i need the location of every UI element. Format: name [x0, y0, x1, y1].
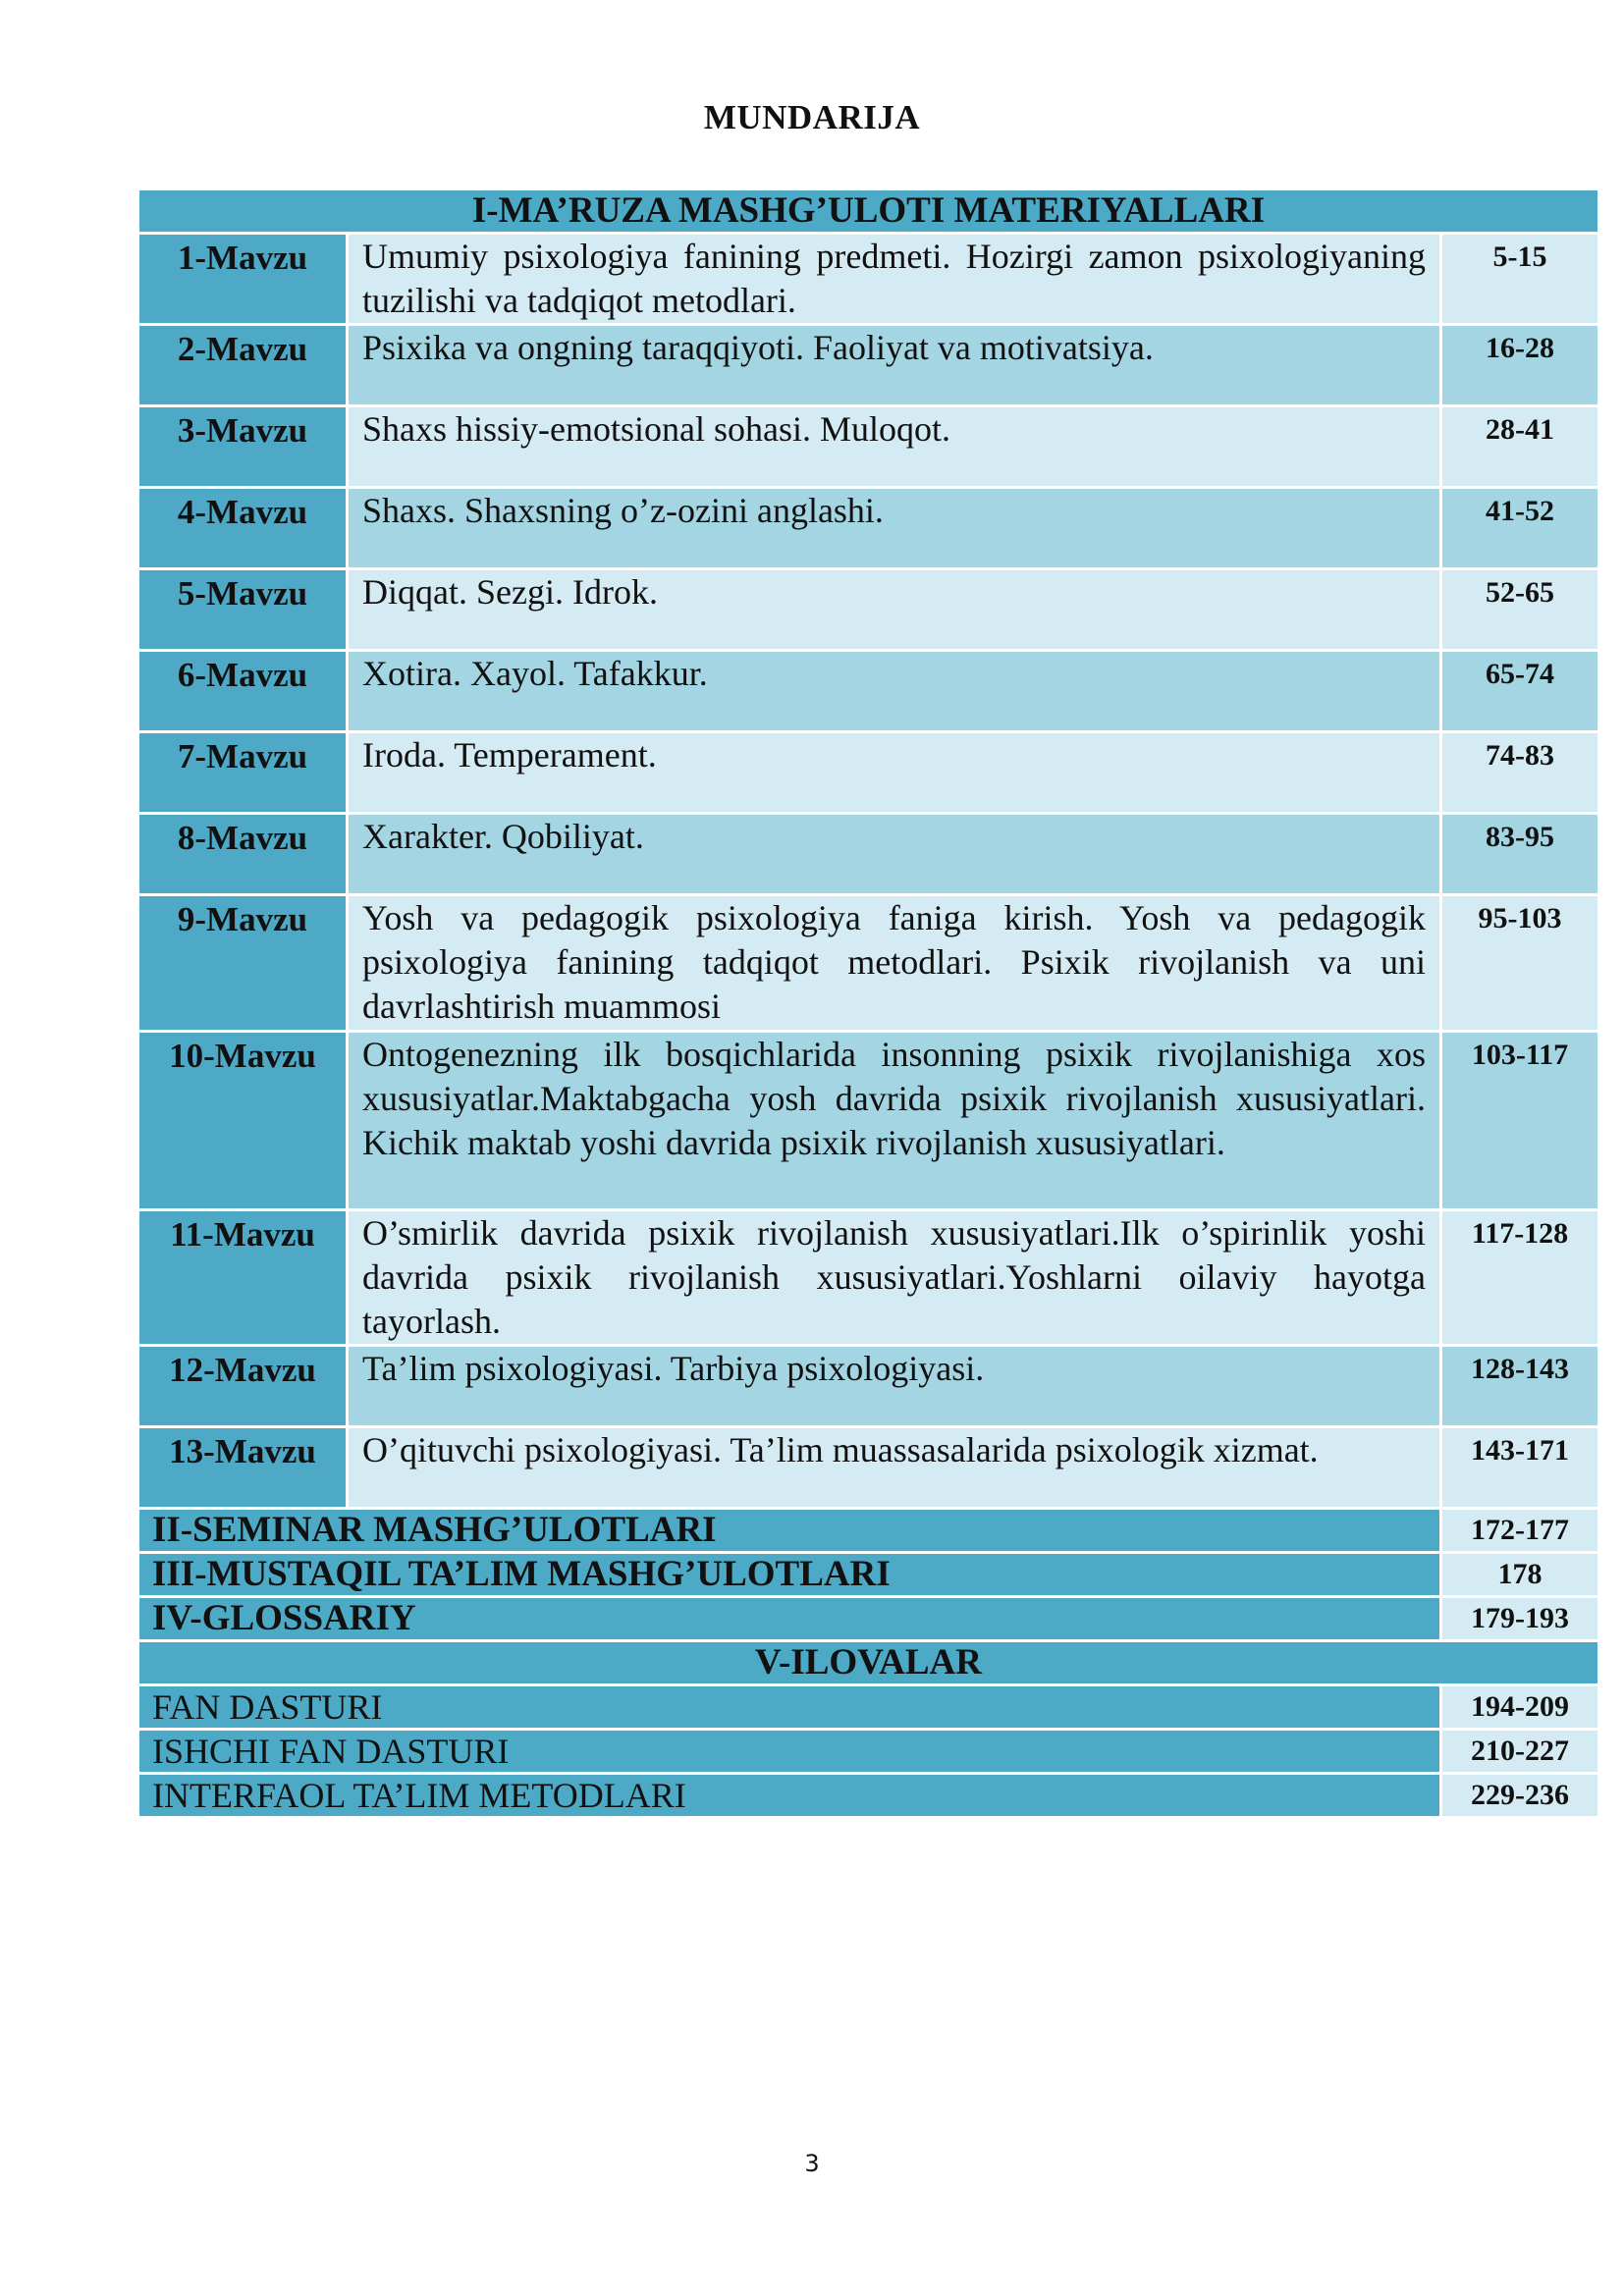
appendix-item-title: ISHCHI FAN DASTURI [138, 1730, 1441, 1774]
topic-title: Ontogenezning ilk bosqichlarida insonning psixik rivojlanishiga xos xususiyatlar.Maktabgacha yosh davrida psixik rivojlanish xususiyatlari. Kichik maktab yoshi davrida psixik rivojlanish xususiyatlari. [348, 1032, 1441, 1210]
topic-title: Diqqat. Sezgi. Idrok. [348, 569, 1441, 651]
topic-row [138, 234, 1599, 325]
topic-pages: 103-117 [1441, 1032, 1599, 1210]
topic-title: Psixika va ongning taraqqiyoti. Faoliyat va motivatsiya. [348, 325, 1441, 406]
appendix-item-title: INTERFAOL TA’LIM METODLARI [138, 1774, 1441, 1818]
topic-pages: 83-95 [1441, 814, 1599, 895]
part-pages: 172-177 [1441, 1509, 1599, 1553]
topic-number: 10-Mavzu [138, 1032, 348, 1210]
appendix-item-pages: 194-209 [1441, 1685, 1599, 1730]
part-pages: 178 [1441, 1553, 1599, 1597]
topic-row [138, 488, 1599, 569]
appendix-item-pages: 210-227 [1441, 1730, 1599, 1774]
topic-row [138, 1427, 1599, 1509]
topic-number: 5-Mavzu [138, 569, 348, 651]
topic-number: 1-Mavzu [138, 234, 348, 325]
topic-row [138, 1032, 1599, 1210]
topic-number: 9-Mavzu [138, 895, 348, 1032]
topic-number: 3-Mavzu [138, 406, 348, 488]
topic-row [138, 732, 1599, 814]
part-title: III-MUSTAQIL TA’LIM MASHG’ULOTLARI [138, 1553, 1441, 1597]
topic-title: O’smirlik davrida psixik rivojlanish xususiyatlari.Ilk o’spirinlik yoshi davrida psixik rivojlanish xususiyatlari.Yoshlarni oilaviy hayotga tayorlash. [348, 1210, 1441, 1346]
topic-pages: 41-52 [1441, 488, 1599, 569]
topic-number: 7-Mavzu [138, 732, 348, 814]
topic-title: Xarakter. Qobiliyat. [348, 814, 1441, 895]
topic-pages: 143-171 [1441, 1427, 1599, 1509]
topic-number: 8-Mavzu [138, 814, 348, 895]
part-pages: 179-193 [1441, 1597, 1599, 1641]
appendix-item-title: FAN DASTURI [138, 1685, 1441, 1730]
topic-pages: 95-103 [1441, 895, 1599, 1032]
topic-title: Iroda. Temperament. [348, 732, 1441, 814]
appendix-item-pages: 229-236 [1441, 1774, 1599, 1818]
appendix-row [138, 1774, 1599, 1818]
topic-pages: 28-41 [1441, 406, 1599, 488]
topic-number: 6-Mavzu [138, 651, 348, 732]
topic-number: 4-Mavzu [138, 488, 348, 569]
topic-row [138, 406, 1599, 488]
part-title: IV-GLOSSARIY [138, 1597, 1441, 1641]
topic-title: Xotira. Xayol. Tafakkur. [348, 651, 1441, 732]
topic-title: Shaxs hissiy-emotsional sohasi. Muloqot. [348, 406, 1441, 488]
topic-row [138, 895, 1599, 1032]
topic-number: 11-Mavzu [138, 1210, 348, 1346]
appendix-row [138, 1730, 1599, 1774]
appendix-title: V-ILOVALAR [138, 1641, 1599, 1685]
appendix-header-row [138, 1641, 1599, 1685]
topic-title: Yosh va pedagogik psixologiya faniga kirish. Yosh va pedagogik psixologiya fanining tadqiqot metodlari. Psixik rivojlanish va uni davrlashtirish muammosi [348, 895, 1441, 1032]
page-number: 3 [804, 2150, 820, 2177]
part-row [138, 1553, 1599, 1597]
topic-row [138, 325, 1599, 406]
page-title: MUNDARIJA [703, 98, 921, 136]
topic-title: O’qituvchi psixologiyasi. Ta’lim muassasalarida psixologik xizmat. [348, 1427, 1441, 1509]
section-header-row [138, 189, 1599, 234]
topic-row [138, 569, 1599, 651]
section-title: I-MA’RUZA MASHG’ULOTI MATERIYALLARI [138, 189, 1599, 234]
topic-number: 12-Mavzu [138, 1346, 348, 1427]
topic-row [138, 814, 1599, 895]
topic-pages: 16-28 [1441, 325, 1599, 406]
topic-row [138, 1210, 1599, 1346]
topic-title: Shaxs. Shaxsning o’z-ozini anglashi. [348, 488, 1441, 569]
part-title: II-SEMINAR MASHG’ULOTLARI [138, 1509, 1441, 1553]
topic-row [138, 1346, 1599, 1427]
topic-pages: 52-65 [1441, 569, 1599, 651]
part-row [138, 1509, 1599, 1553]
topic-pages: 5-15 [1441, 234, 1599, 325]
table-of-contents [136, 187, 1600, 1819]
topic-pages: 65-74 [1441, 651, 1599, 732]
topic-pages: 117-128 [1441, 1210, 1599, 1346]
part-row [138, 1597, 1599, 1641]
topic-row [138, 651, 1599, 732]
topic-number: 13-Mavzu [138, 1427, 348, 1509]
appendix-row [138, 1685, 1599, 1730]
topic-pages: 128-143 [1441, 1346, 1599, 1427]
topic-title: Ta’lim psixologiyasi. Tarbiya psixologiyasi. [348, 1346, 1441, 1427]
topic-pages: 74-83 [1441, 732, 1599, 814]
topic-title: Umumiy psixologiya fanining predmeti. Hozirgi zamon psixologiyaning tuzilishi va tadqiqot metodlari. [348, 234, 1441, 325]
topic-number: 2-Mavzu [138, 325, 348, 406]
